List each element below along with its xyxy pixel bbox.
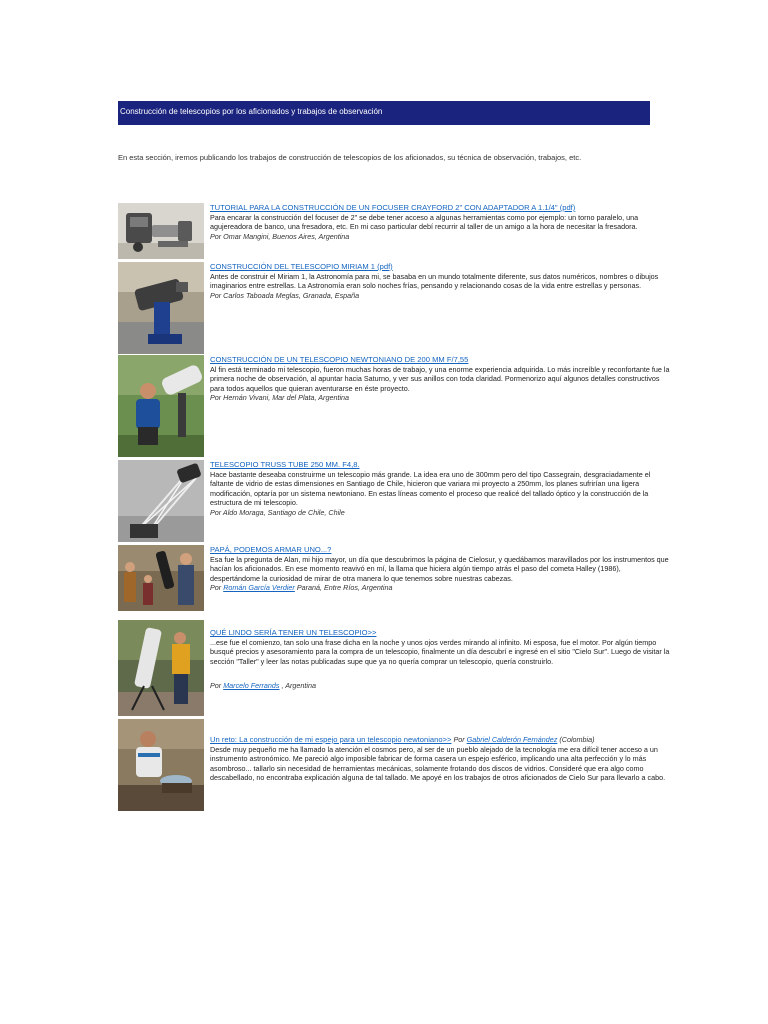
article-title-link[interactable]: TUTORIAL PARA LA CONSTRUCCIÓN DE UN FOCUSER CRAYFORD 2" CON ADAPTADOR A 1.1/4" (pdf) xyxy=(210,203,576,212)
article-author: Por Omar Mangini, Buenos Aires, Argentina xyxy=(210,231,350,241)
article-author: Por Carlos Taboada Meglas, Granada, España xyxy=(210,290,360,300)
thumbnail-newtoniano xyxy=(118,355,204,457)
thumbnail-papa xyxy=(118,545,204,611)
author-link[interactable]: Gabriel Calderón Fernández xyxy=(466,735,558,744)
article-header-line xyxy=(210,735,595,744)
author-link[interactable]: Román García Verdier xyxy=(223,583,295,593)
page-title: Construcción de telescopios por los aficionados y trabajos de observación xyxy=(120,107,383,116)
author-location: , Argentina xyxy=(279,681,317,691)
article-description: Esa fue la pregunta de Alan, mi hijo mayor, un día que descubrimos la página de Cielosur, y quedábamos maravillados por los instrumentos que hacían los aficionados. En ese momento reavivó en mí, la llama que hiciera algún tiempo atrás el paso del cometa Halley (1986), despertándome la curiosidad de mirar de otra manera lo que tenemos sobre nuestras cabezas. xyxy=(210,554,669,583)
article-title-link[interactable]: QUÉ LINDO SERÍA TENER UN TELESCOPIO>> xyxy=(210,628,377,637)
article-title-link[interactable]: CONSTRUCCIÓN DE UN TELESCOPIO NEWTONIANO DE 200 MM F/7,55 xyxy=(210,355,469,364)
article-title-link[interactable]: PAPÁ, PODEMOS ARMAR UNO...? xyxy=(210,545,332,554)
thumbnail-miriam xyxy=(118,262,204,354)
article-description: ...ese fue el comienzo, tan solo una frase dicha en la noche y unos ojos verdes mirando al infinito. Mi esposa, fue el motor. Por algún tiempo busqué precios y asesoramiento para la compra de un telescopio, finalmente un día descubrí e ingresé en el sitio "Cielo Sur". Luego de visitar la sección "Taller" y leer las notas publicadas supe que ya no quería comprar un telescopio, quería construirlo. xyxy=(210,637,670,666)
author-location: (Colombia) xyxy=(557,735,595,744)
author-prefix: Por xyxy=(210,583,224,593)
header-bar xyxy=(118,101,650,125)
thumbnail-reto xyxy=(118,719,204,811)
intro-text: En esta sección, iremos publicando los trabajos de construcción de telescopios de los aficionados, su técnica de observación, trabajos, etc. xyxy=(118,153,582,162)
article-title-link[interactable]: TELESCOPIO TRUSS TUBE 250 MM. F4,8. xyxy=(210,460,360,469)
thumbnail-truss xyxy=(118,460,204,542)
article-author xyxy=(210,583,392,592)
author-prefix: Por xyxy=(451,735,467,744)
thumbnail-que-lindo xyxy=(118,620,204,716)
article-description: Desde muy pequeño me ha llamado la atención el cosmos pero, al ser de un pueblo alejado de la tecnología me era difícil tener acceso a un instrumento astronómico. Me pareció algo imposible fabricar de forma casera un espejo esférico, implicando una alta perfección y lo más asombroso... tallarlo sin necesidad de herramientas mecánicas, solamente frotando dos discos de vidrios. Consideré que era algo como descabellado, no encontraba explicación alguna de tal tallado. Me apoyé en los trabajos de otros aficionados de Cielo Sur para llevarlo a cabo. xyxy=(210,744,666,783)
article-description: Para encarar la construcción del focuser de 2" se debe tener acceso a algunas herramientas como por ejemplo: un torno paralelo, una agujereadora de banco, una fresadora, etc. En mi caso particular debí recurrir al taller de un amigo a la hora de necesitar la fresadora. xyxy=(210,212,639,232)
article-description: Hace bastante deseaba construirme un telescopio más grande. La idea era uno de 300mm pero del tipo Cassegrain, desgraciadamente el faltante de vidrio de estas dimensiones en Santiago de Chile, hicieron que variara mi proyecto a 250mm, los planes sufrirían una ligera modificación, optaría por un sistema newtoniano. En estas líneas comento el proceso que realicé del tallado óptico y la construcción de la estructura de mi telescopio. xyxy=(210,469,651,508)
thumbnail-focuser xyxy=(118,203,204,259)
article-title-link[interactable]: CONSTRUCCIÓN DEL TELESCOPIO MIRIAM 1 (pdf) xyxy=(210,262,393,271)
article-description: Al fin está terminado mi telescopio, fueron muchas horas de trabajo, y una enorme experiencia adquirida. Lo más increíble y reconfortante fue la primera noche de observación, al apuntar hacia Saturno, y ver sus anillos con toda claridad. Pormenorizo aquí algunos detalles constructivos para todos aquellos que quieran aventurarse en éste proyecto. xyxy=(210,364,670,393)
author-prefix: Por xyxy=(210,681,224,691)
article-author xyxy=(210,681,672,691)
article-author: Por Aldo Moraga, Santiago de Chile, Chile xyxy=(210,507,345,517)
article-description: Antes de construir el Miriam 1, la Astronomía para mi, se basaba en un mundo totalmente diferente, sus datos numéricos, nombres o dibujos imaginarios entre estrellas. La Astronomía eran solo noches frías, pensando y relacionando cosas de la vida entre estrellas y personas. xyxy=(210,271,659,291)
article-author: Por Hernán Vivani, Mar del Plata, Argentina xyxy=(210,393,350,403)
author-location: Paraná, Entre Ríos, Argentina xyxy=(294,583,393,593)
article-title-link[interactable]: Un reto: La construcción de mi espejo para un telescopio newtoniano>> xyxy=(210,735,452,744)
author-link[interactable]: Marcelo Ferrands xyxy=(223,681,280,691)
